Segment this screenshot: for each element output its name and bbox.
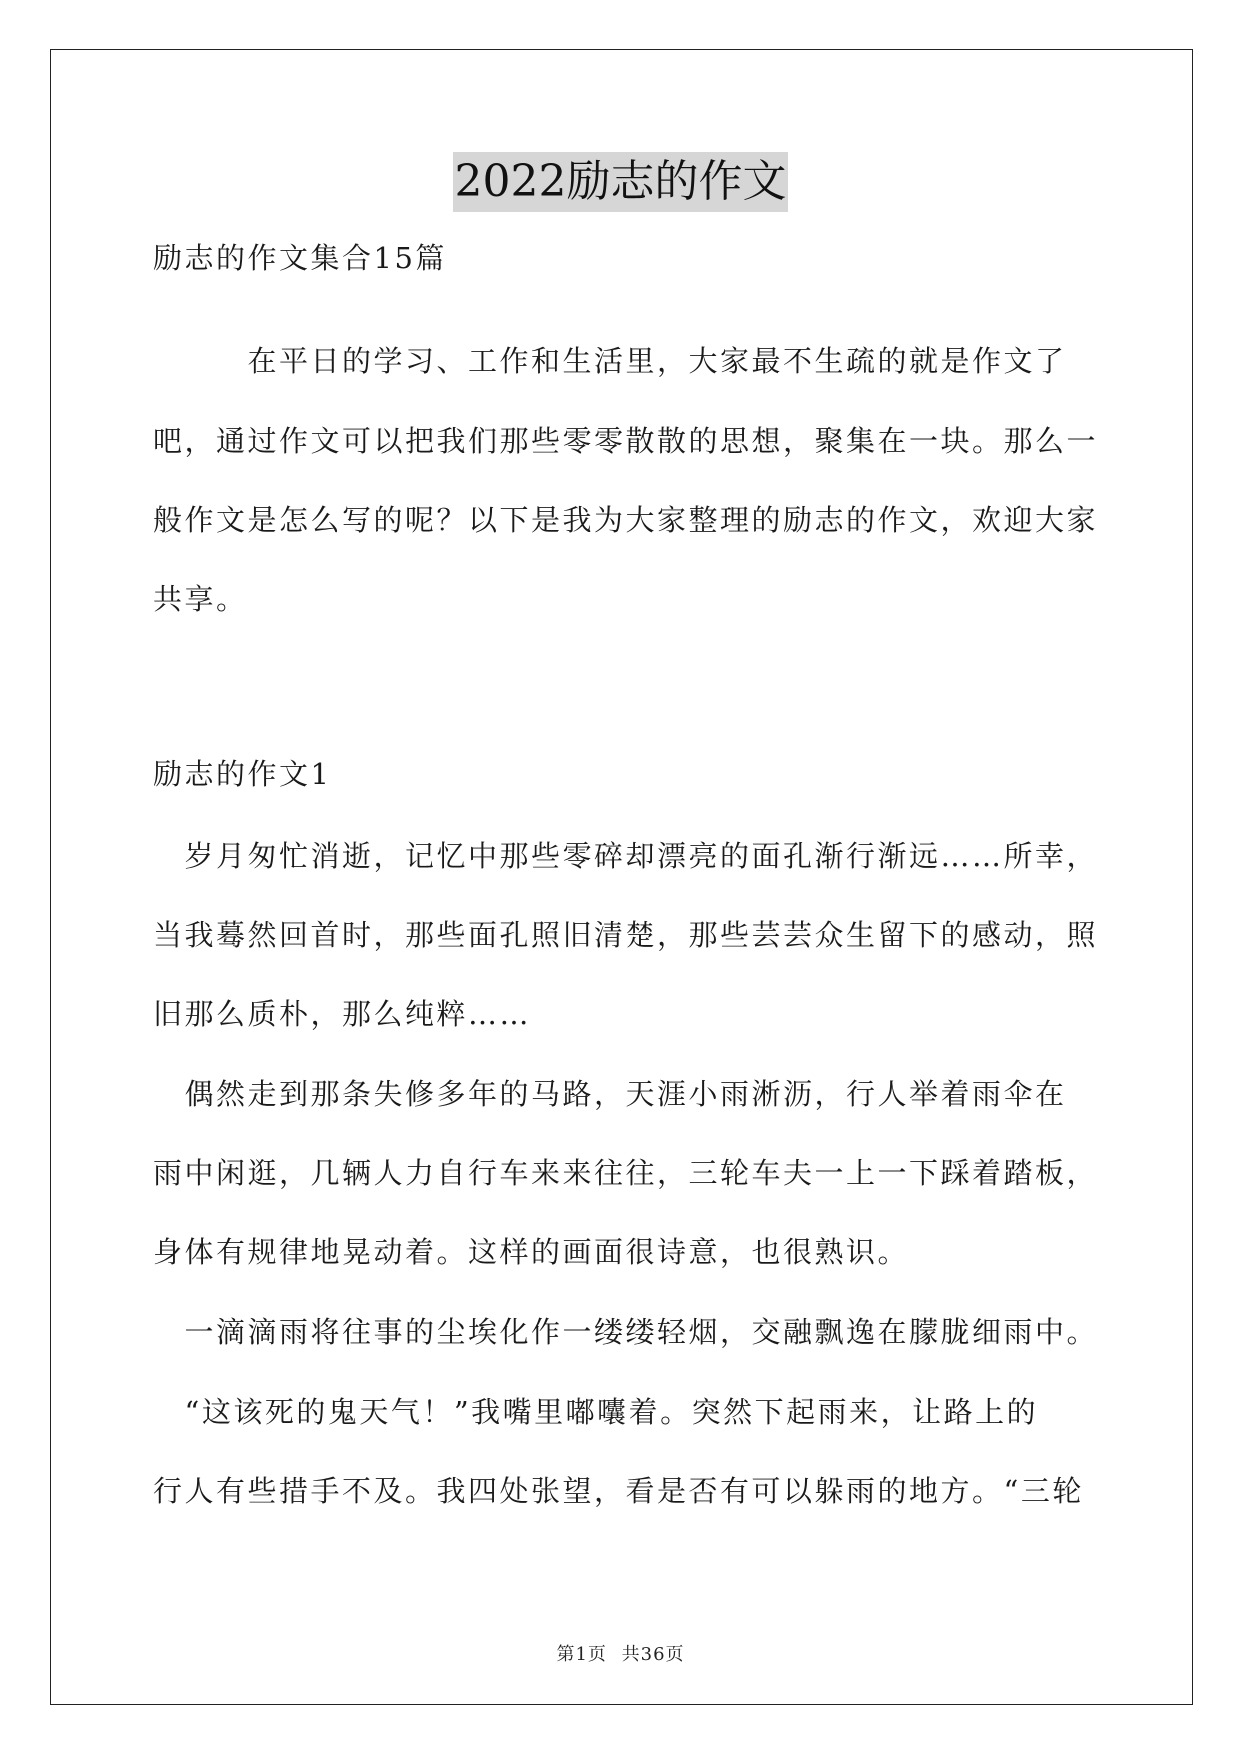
body-line: 一滴滴雨将往事的尘埃化作一缕缕轻烟，交融飘逸在朦胧细雨中。 xyxy=(153,1315,1099,1349)
page-border xyxy=(50,49,1193,1705)
body-line: 当我蓦然回首时，那些面孔照旧清楚，那些芸芸众生留下的感动，照 xyxy=(153,918,1099,952)
body-line: 在平日的学习、工作和生活里，大家最不生疏的就是作文了 xyxy=(153,344,1067,378)
body-line: “这该死的鬼天气！”我嘴里嘟囔着。突然下起雨来，让路上的 xyxy=(153,1395,1039,1429)
body-line: 岁月匆忙消逝，记忆中那些零碎却漂亮的面孔渐行渐远……所幸， xyxy=(153,839,1099,873)
section-heading: 励志的作文1 xyxy=(153,757,332,791)
page-footer xyxy=(0,1640,1241,1666)
page-total: 共36页 xyxy=(621,1644,685,1665)
body-line: 般作文是怎么写的呢？以下是我为大家整理的励志的作文，欢迎大家 xyxy=(153,503,1099,537)
body-line: 旧那么质朴，那么纯粹…… xyxy=(153,997,532,1031)
page-number: 第1页 xyxy=(556,1644,607,1665)
document-subtitle: 励志的作文集合15篇 xyxy=(153,241,447,275)
body-line: 身体有规律地晃动着。这样的画面很诗意，也很熟识。 xyxy=(153,1235,910,1269)
body-line: 共享。 xyxy=(153,582,248,616)
body-line: 偶然走到那条失修多年的马路，天涯小雨淅沥，行人举着雨伞在 xyxy=(153,1077,1067,1111)
body-line: 雨中闲逛，几辆人力自行车来来往往，三轮车夫一上一下踩着踏板， xyxy=(153,1156,1099,1190)
body-line: 行人有些措手不及。我四处张望，看是否有可以躲雨的地方。“三轮 xyxy=(153,1474,1084,1508)
document-title: 2022励志的作文 xyxy=(453,152,789,212)
body-line: 吧，通过作文可以把我们那些零零散散的思想，聚集在一块。那么一 xyxy=(153,424,1099,458)
title-container xyxy=(0,152,1241,212)
